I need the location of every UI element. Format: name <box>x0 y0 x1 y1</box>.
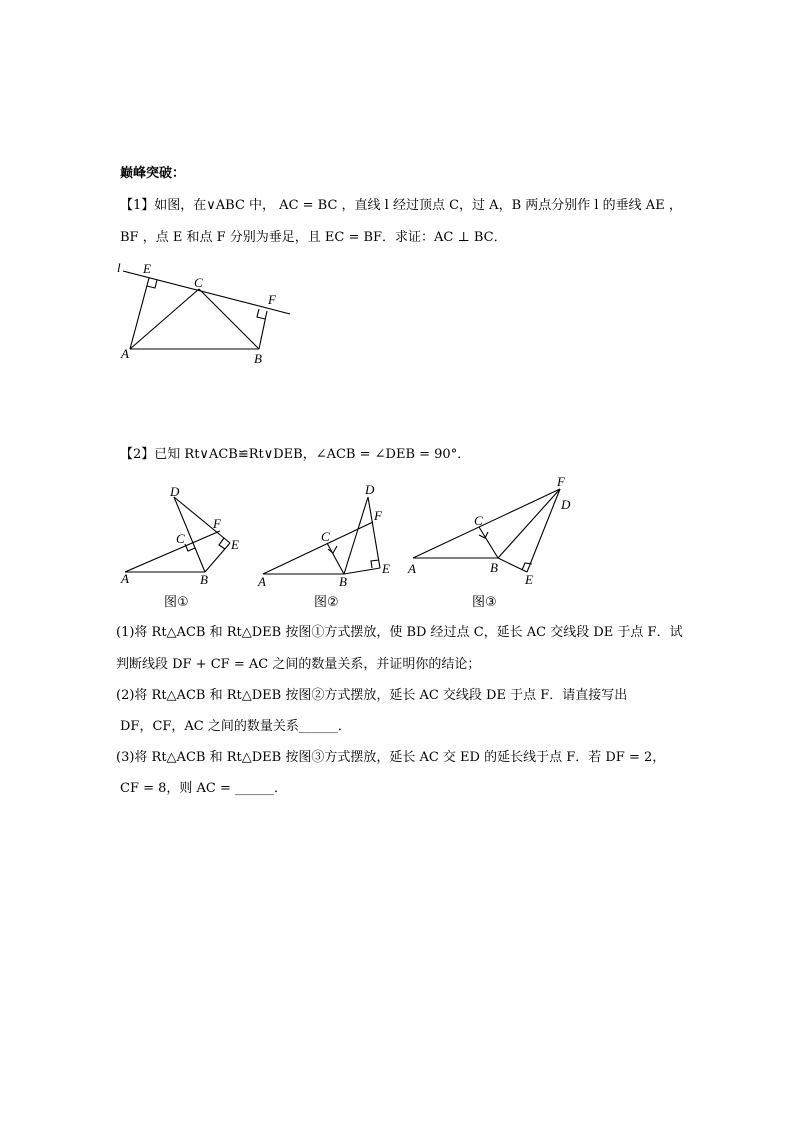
fig1-label-F: F <box>213 516 221 531</box>
fig2-label-D: D <box>365 482 375 497</box>
fig3-label-E: E <box>525 572 533 587</box>
fig3-label-B: B <box>490 560 498 575</box>
problem2-intro: 【2】已知 Rt∨ACB≌Rt∨DEB，∠ACB = ∠DEB = 90°． <box>120 447 471 462</box>
problem1-line1: 【1】如图，在∨ABC 中， AC = BC ，直线 l 经过顶点 C，过 A，B 两点分别作 l 的垂线 AE ， <box>120 198 682 213</box>
fig2-label-E: E <box>382 561 390 576</box>
fig2-label-C: C <box>321 529 330 544</box>
fig1-caption: 图① <box>164 595 189 610</box>
label-E: E <box>143 261 151 276</box>
fig1-label-C: C <box>176 531 185 546</box>
fig2-label-A: A <box>258 574 266 589</box>
fig3-CB <box>479 527 498 558</box>
problem1-line2: BF ，点 E 和点 F 分别为垂足，且 EC = BF．求证：AC ⊥ BC． <box>120 230 507 245</box>
question3-line1: (3)将 Rt△ACB 和 Rt△DEB 按图③方式摆放，延长 AC 交 ED 的延长线于点 F．若 DF = 2， <box>116 750 666 765</box>
question1-line2: 判断线段 DF + CF = AC 之间的数量关系，并证明你的结论； <box>116 657 481 672</box>
fig1-label-D: D <box>170 484 180 499</box>
fig2-caption: 图② <box>314 595 339 610</box>
fig2-label-B: B <box>339 574 347 589</box>
question3-line2: CF = 8，则 AC = ______． <box>120 781 288 796</box>
fig3-right-angle-E <box>522 563 532 570</box>
question2-line2: DF，CF，AC 之间的数量关系______． <box>120 719 351 734</box>
fig3-caption: 图③ <box>472 595 497 610</box>
fig3-label-A: A <box>408 561 416 576</box>
fig1-label-A: A <box>121 571 129 586</box>
label-C: C <box>194 275 203 290</box>
fig1-label-E: E <box>231 537 239 552</box>
fig3-label-F: F <box>557 474 565 489</box>
question1-line1: (1)将 Rt△ACB 和 Rt△DEB 按图①方式摆放，使 BD 经过点 C，延长 AC 交线段 DE 于点 F．试 <box>116 625 683 640</box>
fig3-label-D: D <box>561 497 571 512</box>
fig1-label-B: B <box>200 572 208 587</box>
label-B: B <box>254 351 262 366</box>
label-l: l <box>117 260 121 275</box>
fig3-BF <box>498 489 560 558</box>
fig3-AF <box>413 489 560 558</box>
fig2-label-F: F <box>374 508 382 523</box>
fig3-label-C: C <box>474 513 483 528</box>
fig3-BE <box>498 558 527 572</box>
section-heading: 巅峰突破： <box>120 166 186 181</box>
label-A: A <box>121 346 129 361</box>
fig3-EF <box>527 489 560 572</box>
label-F: F <box>268 292 276 307</box>
question2-line1: (2)将 Rt△ACB 和 Rt△DEB 按图②方式摆放，延长 AC 交线段 DE 于点 F．请直接写出 <box>116 688 628 703</box>
